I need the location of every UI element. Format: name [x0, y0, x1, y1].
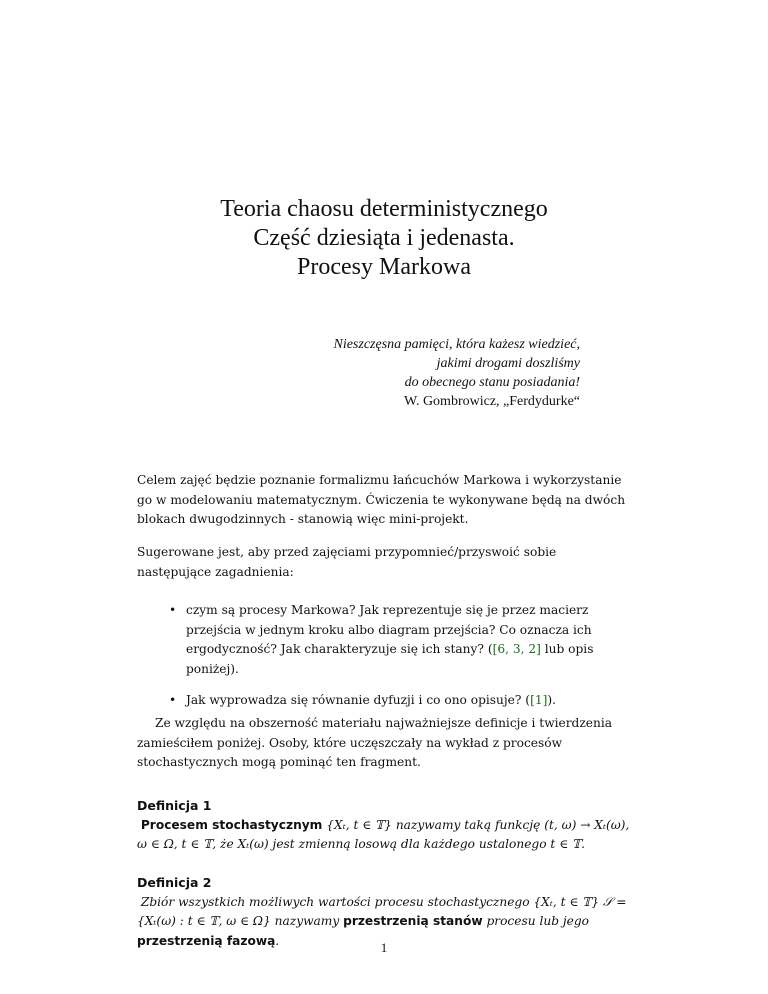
definition-1-map: (t, ω) → Xₜ(ω), — [544, 817, 630, 832]
definition-1-line2: ω ∈ Ω, t ∈ 𝕋, — [137, 837, 217, 852]
definition-1-term: Procesem stochastycznym — [140, 817, 323, 832]
intro-paragraph-1: Celem zajęć będzie poznanie formalizmu łańcuchów Markowa i wykorzystanie go w modelowaniu matematycznym. Ćwiczenia te wykonywane będą na dwóch blokach dwugodzinnych - stanowią więc mini-projekt. — [137, 473, 626, 527]
title-line-3: Procesy Markowa — [297, 254, 471, 280]
page-number: 1 — [380, 940, 388, 955]
title-line-2: Część dziesiąta i jedenasta. — [253, 225, 515, 251]
epigraph-line-2: jakimi drogami doszliśmy — [436, 356, 580, 371]
definition-2-term-1: przestrzenią stanów — [343, 914, 483, 929]
list-item-tail: lub opis poniżej). — [186, 642, 594, 676]
epigraph-line-1: Nieszczęsna pamięci, która każesz wiedzieć, — [333, 337, 580, 352]
list-item-text: czym są procesy Markowa? Jak reprezentuje się je przez macierz przejścia w jednym kroku albo diagram przejścia? Co oznacza ich ergodyczność? Jak charakteryzuje się ich stany? ( — [186, 603, 592, 657]
definition-2-text-1: Zbiór wszystkich możliwych wartości procesu stochastycznego {Xₜ, t ∈ 𝕋} — [140, 894, 600, 909]
note-paragraph: Ze względu na obszerność materiału najważniejsze definicje i twierdzenia zamieściłem poniżej. Osoby, które uczęszczały na wykład z procesów stochastycznych mogą pominąć ten fragment. — [137, 716, 613, 770]
definition-2-text-3: procesu lub jego — [486, 914, 590, 929]
list-item — [186, 691, 632, 711]
document-title — [0, 195, 768, 282]
citation-link[interactable]: [1] — [530, 693, 548, 708]
definition-1 — [137, 796, 632, 855]
definition-2-heading: Definicja 2 — [137, 875, 212, 890]
definition-1-body — [137, 816, 632, 855]
list-item-text: Jak wyprowadza się równanie dyfuzji i co ono opisuje? ( — [186, 693, 531, 708]
epigraph-line-3: do obecnego stanu posiadania! — [404, 375, 580, 390]
definition-2-term-2: przestrzenią fazową — [137, 933, 276, 948]
epigraph — [333, 335, 580, 411]
title-line-1: Teoria chaosu deterministycznego — [220, 196, 548, 222]
list-item-tail: ). — [547, 693, 556, 708]
definition-1-rest: że Xₜ(ω) jest zmienną losową dla każdego ustalonego t ∈ 𝕋. — [220, 837, 586, 852]
definition-1-mid: nazywamy taką funkcję — [395, 817, 541, 832]
citation-link[interactable]: [6, 3, 2] — [492, 642, 541, 657]
epigraph-author: W. Gombrowicz, „Ferdydurke“ — [404, 394, 580, 409]
definition-1-heading: Definicja 1 — [137, 798, 212, 813]
intro-paragraph-2: Sugerowane jest, aby przed zajęciami przypomnieć/przyswoić sobie następujące zagadnienia: — [137, 545, 557, 579]
topic-list — [186, 601, 632, 723]
definition-1-set: {Xₜ, t ∈ 𝕋} — [326, 817, 392, 832]
list-item — [186, 601, 632, 679]
definition-2-end: . — [275, 933, 280, 948]
definition-2-text-2: 𝒮 = {Xₜ(ω) : t ∈ 𝕋, ω ∈ Ω} nazywamy — [137, 894, 627, 929]
